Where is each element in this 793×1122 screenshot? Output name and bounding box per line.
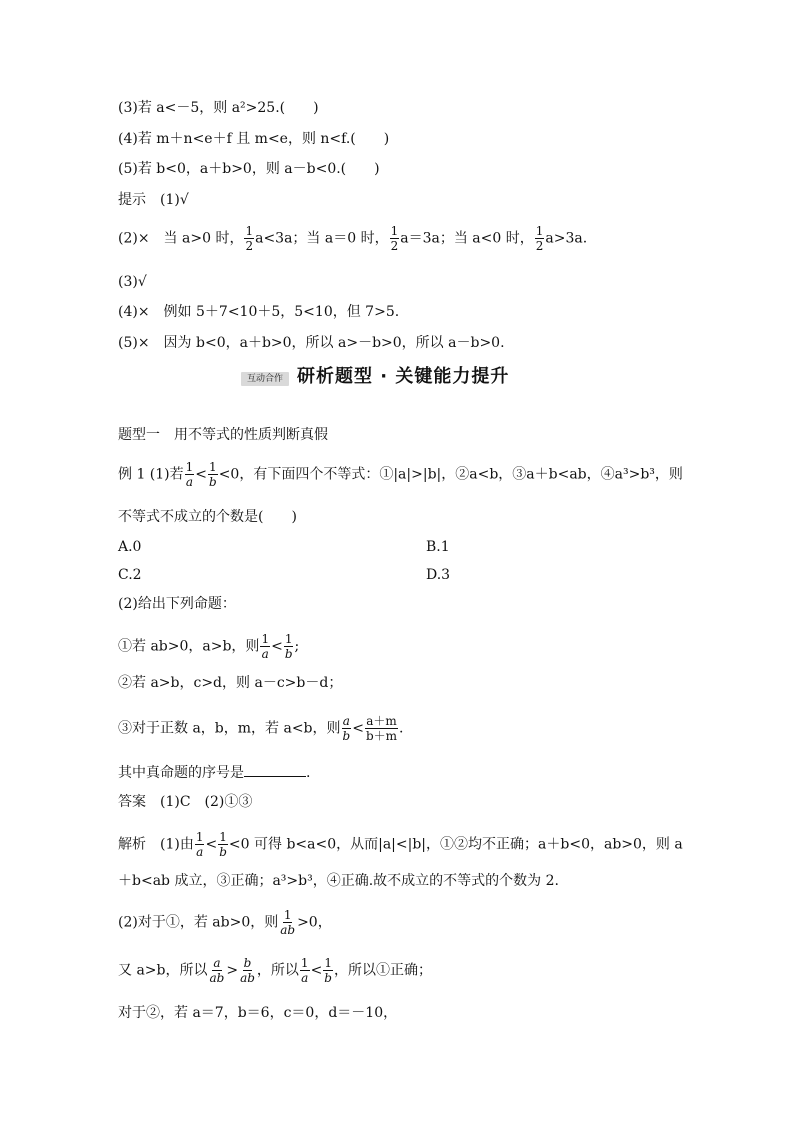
solution-line1: 解析 (1)由 $\frac{1}{a}$ < $\frac{1}{b}$ <0 可得 b<a<0，从而|a|<|b|，①②均不正确；a＋b<0，ab>0，则 a <box>118 830 683 859</box>
frac-num: 1 <box>209 460 217 474</box>
statement-5: (5)若 b<0，a＋b>0，则 a－b<0.( ) <box>118 161 380 177</box>
fraction-1-over-b <box>323 956 333 985</box>
hint-4: (4)× 例如 5＋7<10＋5，5<10，但 7>5. <box>118 304 400 320</box>
fraction-1-over-a <box>195 830 205 859</box>
fraction-a-over-b <box>342 714 352 743</box>
fraction-half-3 <box>535 224 545 253</box>
hint-2-part4: a>3a. <box>545 230 588 247</box>
claim-3-end: . <box>399 720 404 737</box>
fraction-1-over-b <box>284 632 294 661</box>
fraction-half-1 <box>244 224 254 253</box>
fraction-1-over-a <box>260 632 270 661</box>
frac-den: b <box>219 845 227 859</box>
frac-den: ab <box>209 971 225 985</box>
frac-num: 1 <box>245 224 254 238</box>
frac-num: 1 <box>219 830 227 844</box>
frac-den: b <box>284 647 293 661</box>
statement-3: (3)若 a<－5，则 a²>25.( ) <box>118 100 319 116</box>
solution-line5: 对于②，若 a＝7，b＝6，c＝0，d＝－10， <box>118 1005 398 1021</box>
section-title: 研析题型 · 关键能力提升 <box>297 366 510 387</box>
answer-blank <box>244 762 306 777</box>
frac-num: 1 <box>300 956 309 970</box>
fraction-1-over-b <box>218 830 228 859</box>
sol-l3-part1: (2)对于①，若 ab>0，则 <box>118 914 279 931</box>
frac-den: ab <box>240 971 255 985</box>
question-2-head: (2)给出下列命题： <box>118 596 236 612</box>
frac-den: b <box>342 729 351 743</box>
hint-2 <box>118 224 587 253</box>
section-badge: 互动合作 <box>241 372 289 386</box>
fraction-1-over-b <box>208 460 218 489</box>
sol-l4-part2: ，所以 <box>256 962 299 979</box>
solution-line4: 又 a>b，所以 $\frac{a}{ab}$ > $\frac{b}{ab}$ ，所以 $\frac{1}{a}$ < $\frac{1}{b}$ ，所以①正确； <box>118 956 432 985</box>
frac-num: 1 <box>195 830 204 844</box>
frac-den: b＋m <box>365 729 398 743</box>
hint-5: (5)× 因为 b<0，a＋b>0，所以 a>－b>0，所以 a－b>0. <box>118 335 505 351</box>
fraction-1-over-a <box>185 460 195 489</box>
frac-den: 2 <box>245 239 254 253</box>
option-d: D.3 <box>426 567 451 583</box>
option-b: B.1 <box>426 539 450 555</box>
example-1-line1 <box>118 460 683 489</box>
ask-text: 其中真命题的序号是 <box>118 765 244 781</box>
sol-l4-part3: ，所以①正确； <box>333 962 432 979</box>
frac-num: b <box>243 956 252 970</box>
ask-line: 其中真命题的序号是 . <box>118 762 310 783</box>
frac-den: a <box>196 845 204 859</box>
example-1-line2: 不等式不成立的个数是( ) <box>118 509 297 525</box>
ex1-part2: < <box>195 466 208 483</box>
claim-3-text: ③对于正数 a，b，m，若 a<b，则 <box>118 720 341 737</box>
frac-den: a <box>185 475 194 489</box>
fraction-b-over-ab <box>239 956 256 985</box>
frac-den: 2 <box>390 239 399 253</box>
fraction-a-over-ab <box>209 956 226 985</box>
frac-den: a <box>301 971 309 985</box>
sol-part1: 解析 (1)由 <box>118 836 194 853</box>
fraction-half-2 <box>390 224 400 253</box>
claim-1: ①若 ab>0，a>b，则 $\frac{1}{a}$ < $\frac{1}{b}$ ; <box>118 632 300 661</box>
frac-num: 1 <box>535 224 544 238</box>
frac-num: 1 <box>261 632 270 646</box>
hint-2-part3: a＝3a；当 a<0 时， <box>400 230 534 247</box>
frac-num: 1 <box>185 460 194 474</box>
sol-l3-part2: >0， <box>297 914 332 931</box>
hint-3: (3)√ <box>118 274 147 290</box>
ex1-part1: 例 1 (1)若 <box>118 466 184 483</box>
frac-den: b <box>209 475 217 489</box>
claim-1-text: ①若 ab>0，a>b，则 <box>118 638 260 655</box>
hint-2-part2: a<3a；当 a＝0 时， <box>255 230 389 247</box>
claim-3: ③对于正数 a，b，m，若 a<b，则 $\frac{a}{b}$ < $\frac{a+m}{b+m}$ . <box>118 714 404 743</box>
fraction-1-over-a <box>300 956 310 985</box>
frac-num: 1 <box>283 908 292 922</box>
frac-num: a <box>213 956 221 970</box>
solution-line2: ＋b<ab 成立，③正确；a³>b³，④正确.故不成立的不等式的个数为 2. <box>118 873 559 889</box>
fraction-am-over-bm <box>365 714 398 743</box>
solution-line3 <box>118 908 332 937</box>
hint-2-part1: (2)× 当 a>0 时， <box>118 230 244 247</box>
frac-num: 1 <box>390 224 399 238</box>
frac-num: a <box>342 714 350 728</box>
frac-den: ab <box>280 923 296 937</box>
option-c: C.2 <box>118 567 142 583</box>
sol-part2: <0 可得 b<a<0，从而|a|<|b|，①②均不正确；a＋b<0，ab>0，则 a <box>228 836 683 853</box>
sol-l4-part1: 又 a>b，所以 <box>118 962 208 979</box>
fraction-1-over-ab <box>279 908 296 937</box>
claim-2: ②若 a>b，c>d，则 a－c>b－d； <box>118 675 343 691</box>
frac-den: a <box>261 647 269 661</box>
answer-line: 答案 (1)C (2)①③ <box>118 794 253 810</box>
claim-1-end: ; <box>294 638 300 655</box>
frac-num: a＋m <box>366 714 397 728</box>
frac-den: 2 <box>535 239 544 253</box>
type-heading: 题型一 用不等式的性质判断真假 <box>118 427 328 443</box>
frac-num: 1 <box>324 956 332 970</box>
frac-num: 1 <box>284 632 293 646</box>
ex1-part3: <0，有下面四个不等式：①|a|>|b|，②a<b，③a＋b<ab，④a³>b³，则 <box>218 466 683 483</box>
statement-4: (4)若 m＋n<e＋f 且 m<e，则 n<f.( ) <box>118 131 390 147</box>
hint-1: 提示 (1)√ <box>118 192 189 208</box>
option-a: A.0 <box>118 539 142 555</box>
frac-den: b <box>324 971 332 985</box>
